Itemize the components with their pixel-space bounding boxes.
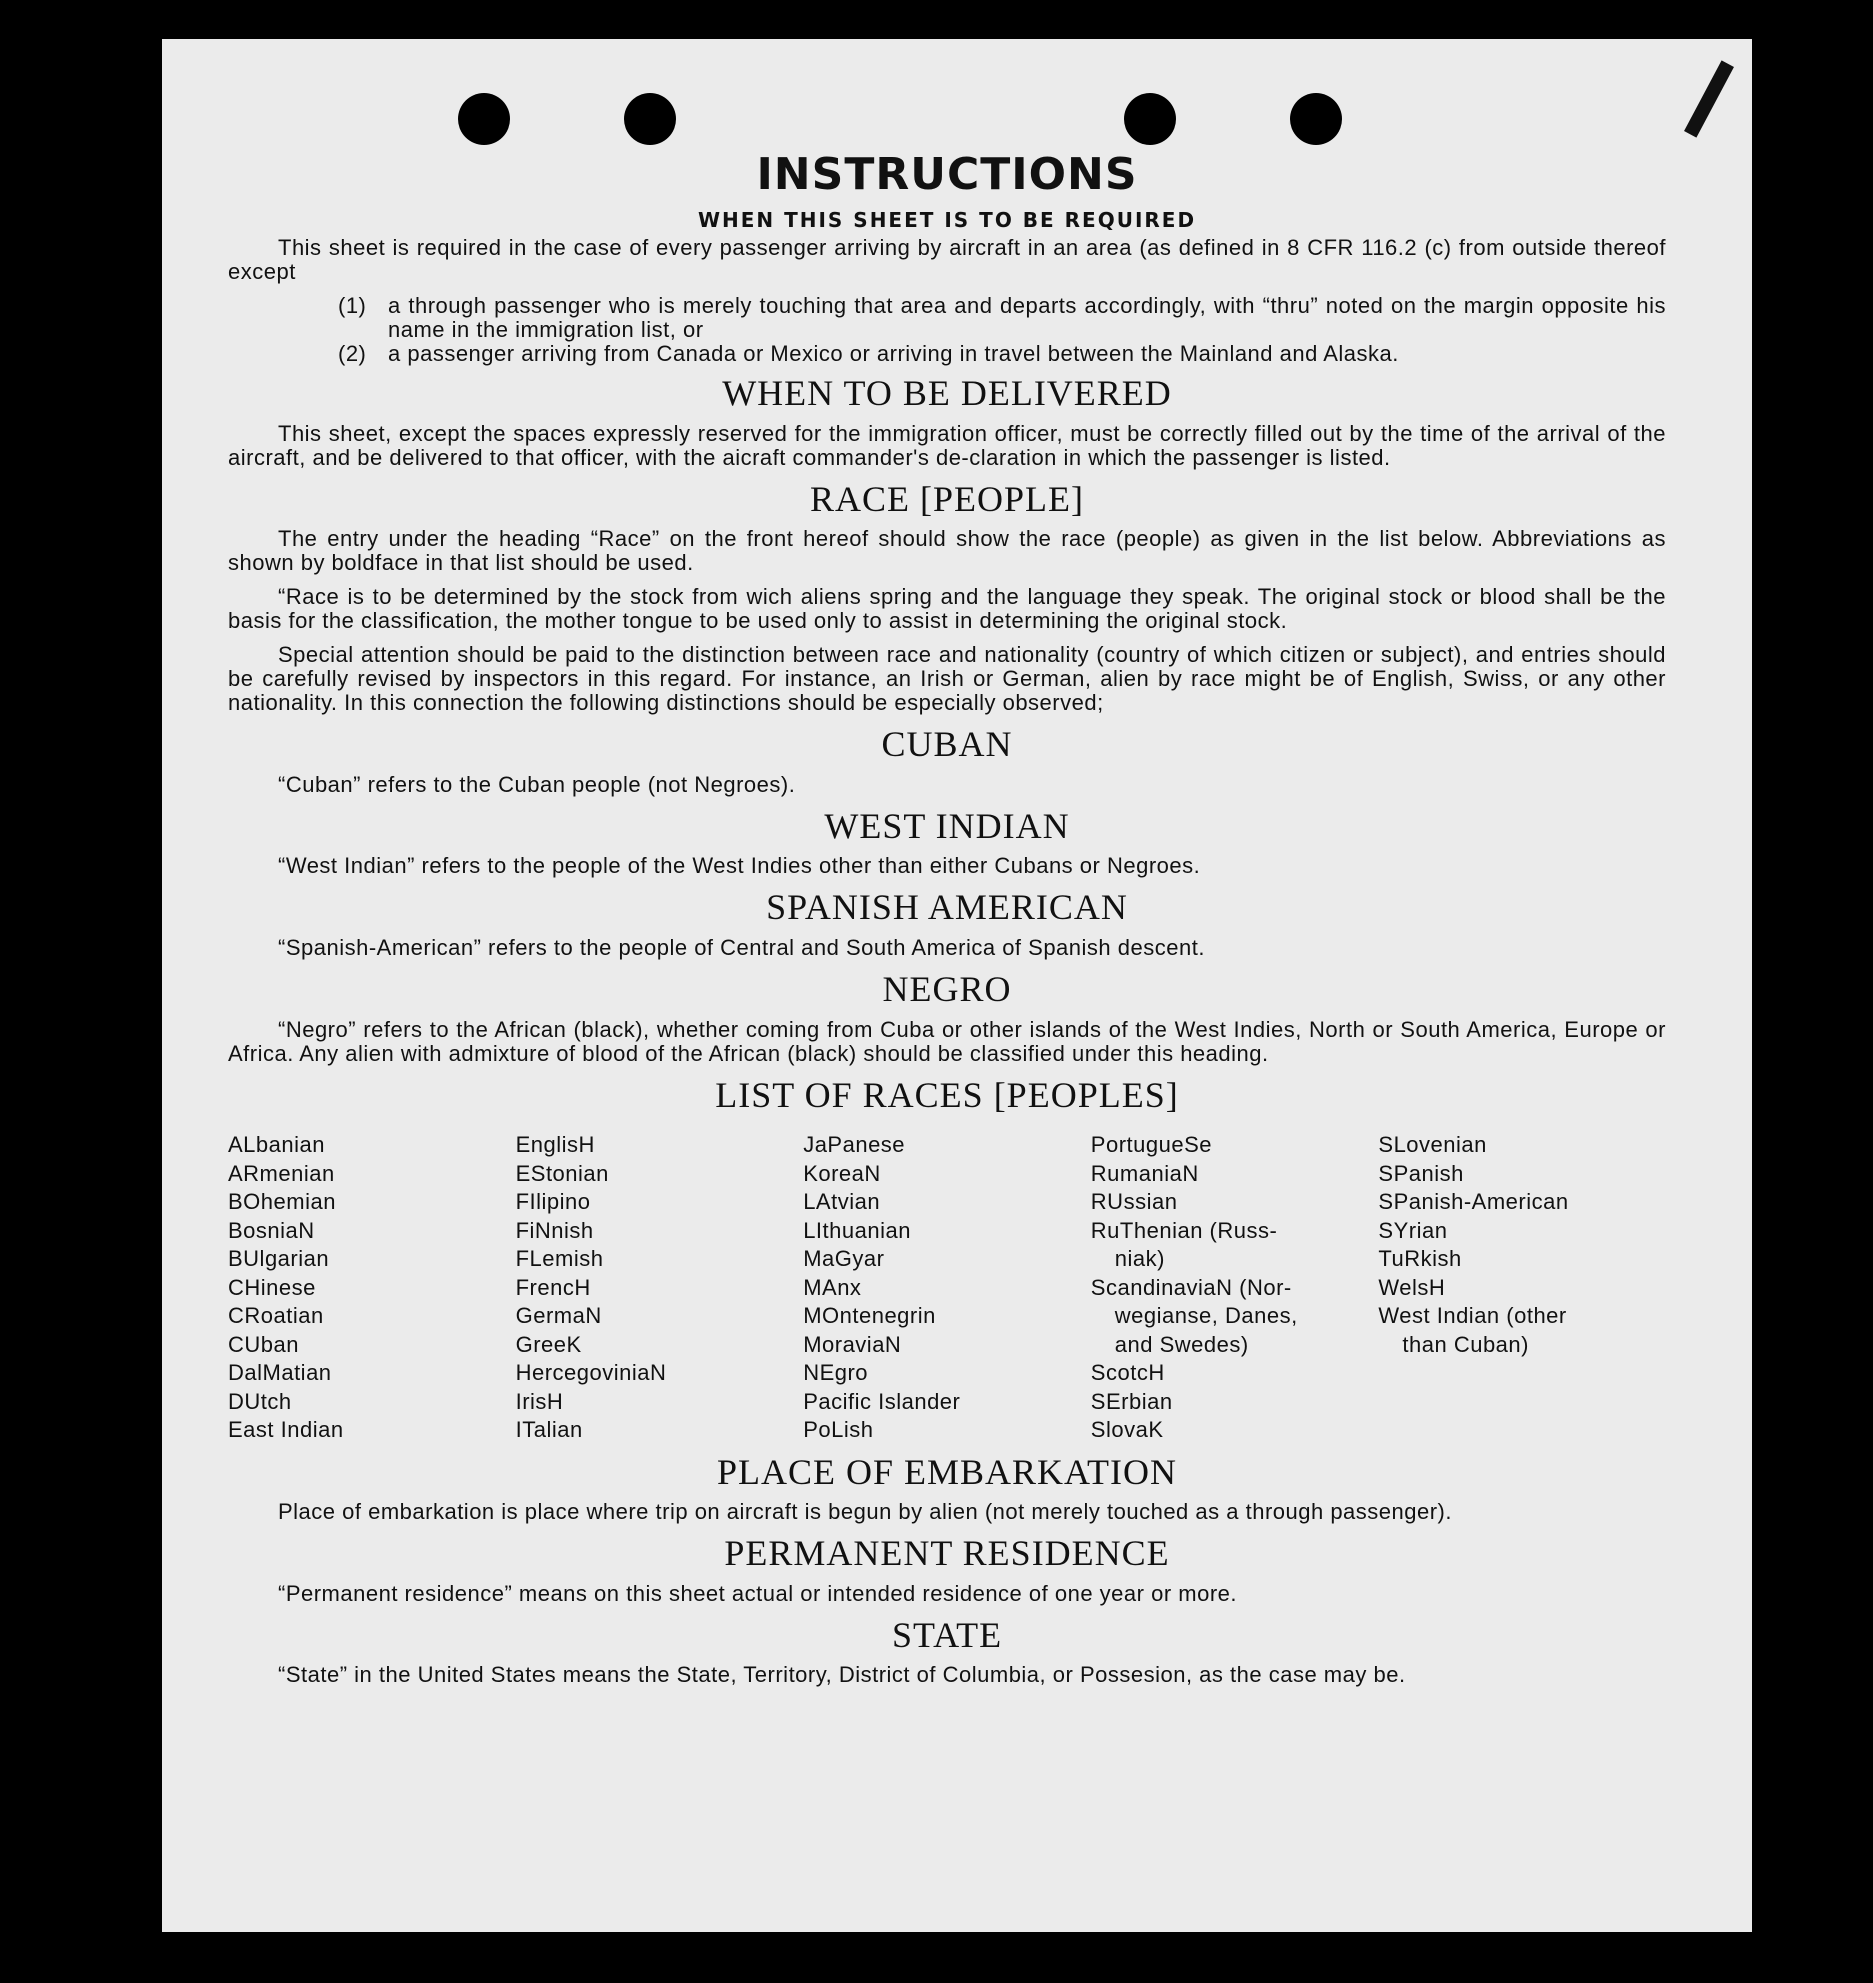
page-title: INSTRUCTIONS [756, 149, 1138, 200]
race-entry: East Indian [228, 1417, 344, 1443]
required-intro: This sheet is required in the case of every passenger arriving by aircraft in an area (as defined in 8 CFR 116.2 (c) from outside thereof except [228, 235, 1666, 284]
section-heading-races-list: LIST OF RACES [PEOPLES] [715, 1074, 1179, 1115]
race-entry: PortugueSe [1090, 1132, 1212, 1158]
race-entry: KoreaN [803, 1160, 881, 1186]
race-entry: JaPanese [803, 1132, 906, 1158]
race-entry: niak) [1114, 1246, 1165, 1272]
section-heading-west-indian: WEST INDIAN [824, 805, 1070, 846]
west-indian-text: “West Indian” refers to the people of the West Indies other than either Cubans or Negroes. [278, 853, 1201, 879]
race-entry: ScandinaviaN (Nor- [1090, 1274, 1292, 1300]
race-entry: GermaN [515, 1303, 602, 1329]
races-list [228, 1131, 1666, 1445]
race-entry: LIthuanian [803, 1217, 911, 1243]
exception-text: a through passenger who is merely touching that area and departs accordingly, with “thru” noted on the margin opposite his name in the immigration list, or [388, 293, 1666, 342]
scratch-mark [1684, 60, 1734, 137]
section-heading-residence: PERMANENT RESIDENCE [724, 1533, 1170, 1574]
spanish-american-text: “Spanish-American” refers to the people of Central and South America of Spanish descent. [278, 934, 1205, 960]
race-entry: CRoatian [228, 1303, 324, 1329]
race-entry: ITalian [515, 1417, 583, 1443]
cuban-text: “Cuban” refers to the Cuban people (not Negroes). [278, 771, 796, 797]
race-entry: ScotcH [1090, 1360, 1165, 1386]
race-entry: BosniaN [228, 1217, 315, 1243]
exception-number: (1) [338, 293, 367, 318]
race-entry: SPanish-American [1378, 1189, 1569, 1215]
race-entry: MaGyar [803, 1246, 885, 1272]
delivered-text: This sheet, except the spaces expressly reserved for the immigration officer, must be correctly filled out by the time of the arrival of the aircraft, and be delivered to that officer, with the aicraft commander's de-claration in which the passenger is listed. [228, 420, 1666, 470]
section-heading-spanish-american: SPANISH AMERICAN [766, 887, 1128, 928]
race-entry: TuRkish [1378, 1246, 1462, 1272]
exception-item [338, 342, 1666, 366]
race-entry: GreeK [515, 1331, 582, 1357]
race-entry: FrencH [515, 1274, 591, 1300]
race-entry: and Swedes) [1114, 1331, 1249, 1357]
races-column [803, 1131, 1091, 1445]
race-entry: wegianse, Danes, [1114, 1303, 1298, 1329]
punch-hole [624, 93, 676, 145]
race-entry: NEgro [803, 1360, 869, 1386]
race-entry: EStonian [515, 1160, 609, 1186]
race-entry: HercegoviniaN [515, 1360, 667, 1386]
section-heading-race: RACE [PEOPLE] [810, 478, 1084, 519]
race-entry: MoraviaN [803, 1331, 902, 1357]
races-column [516, 1131, 804, 1445]
race-entry: West Indian (other [1378, 1303, 1567, 1329]
race-entry: SErbian [1090, 1388, 1173, 1414]
subtitle: WHEN THIS SHEET IS TO BE REQUIRED [697, 208, 1197, 232]
race-entry: CHinese [228, 1274, 316, 1300]
race-entry: FiNnish [515, 1217, 594, 1243]
race-entry: MOntenegrin [803, 1303, 936, 1329]
race-entry: CUban [228, 1331, 299, 1357]
section-heading-delivered: WHEN TO BE DELIVERED [722, 373, 1172, 413]
race-entry: LAtvian [803, 1189, 881, 1215]
race-entry: RuThenian (Russ- [1090, 1217, 1278, 1243]
negro-text: “Negro” refers to the African (black), whether coming from Cuba or other islands of the West Indies, North or South America, Europe or Africa. Any alien with admixture of blood of the African (black) should be classified under this heading. [228, 1016, 1666, 1066]
race-entry: BOhemian [228, 1189, 336, 1215]
race-entry: WelsH [1378, 1274, 1446, 1300]
races-column [228, 1131, 516, 1445]
race-entry: PoLish [803, 1417, 874, 1443]
race-entry: EnglisH [515, 1132, 595, 1158]
race-entry: SlovaK [1090, 1417, 1164, 1443]
race-paragraph-1: The entry under the heading “Race” on the front hereof should show the race (people) as given in the list below. Abbreviations as shown by boldface in that list should be used. [228, 526, 1666, 576]
race-entry: ARmenian [228, 1160, 335, 1186]
race-entry: BUlgarian [228, 1246, 330, 1272]
race-entry: FIlipino [515, 1189, 591, 1215]
embarkation-text: Place of embarkation is place where trip on aircraft is begun by alien (not merely touched as a through passenger). [278, 1499, 1452, 1525]
document-page [162, 39, 1752, 1932]
race-entry: SLovenian [1378, 1132, 1487, 1158]
exception-text: a passenger arriving from Canada or Mexico or arriving in travel between the Mainland and Alaska. [388, 341, 1399, 366]
race-entry: Pacific Islander [803, 1388, 961, 1414]
race-paragraph-2: “Race is to be determined by the stock from wich aliens spring and the language they speak. The original stock or blood shall be the basis for the classification, the mother tongue to be used only to assist in determining the original stock. [228, 584, 1666, 634]
race-entry: FLemish [515, 1246, 604, 1272]
race-entry: DalMatian [228, 1360, 332, 1386]
state-text: “State” in the United States means the State, Territory, District of Columbia, or Possesion, as the case may be. [278, 1662, 1406, 1688]
punch-hole [1124, 93, 1176, 145]
race-entry: IrisH [515, 1388, 564, 1414]
races-column [1378, 1131, 1666, 1445]
race-paragraph-3: Special attention should be paid to the distinction between race and nationality (country of which citizen or subject), and entries should be carefully revised by inspectors in this regard. For instance, an Irish or German, alien by race might be of English, Swiss, or any other nationality. In this connection the following distinctions should be especially observed; [228, 642, 1666, 716]
race-entry: RumaniaN [1090, 1160, 1199, 1186]
instructions-content [228, 149, 1666, 1697]
punch-hole [1290, 93, 1342, 145]
residence-text: “Permanent residence” means on this sheet actual or intended residence of one year or more. [278, 1580, 1238, 1606]
race-entry: RUssian [1090, 1189, 1178, 1215]
section-heading-embarkation: PLACE OF EMBARKATION [716, 1451, 1178, 1492]
race-entry: SYrian [1378, 1217, 1448, 1243]
section-heading-negro: NEGRO [882, 968, 1012, 1009]
section-heading-cuban: CUBAN [881, 724, 1013, 765]
race-entry: MAnx [803, 1274, 862, 1300]
exception-item [338, 294, 1666, 342]
punch-hole [458, 93, 510, 145]
races-column [1091, 1131, 1379, 1445]
race-entry: than Cuban) [1402, 1331, 1529, 1357]
race-entry: ALbanian [228, 1132, 325, 1158]
exception-number: (2) [338, 341, 367, 366]
race-entry: DUtch [228, 1388, 292, 1414]
section-heading-state: STATE [891, 1614, 1003, 1655]
race-entry: SPanish [1378, 1160, 1464, 1186]
